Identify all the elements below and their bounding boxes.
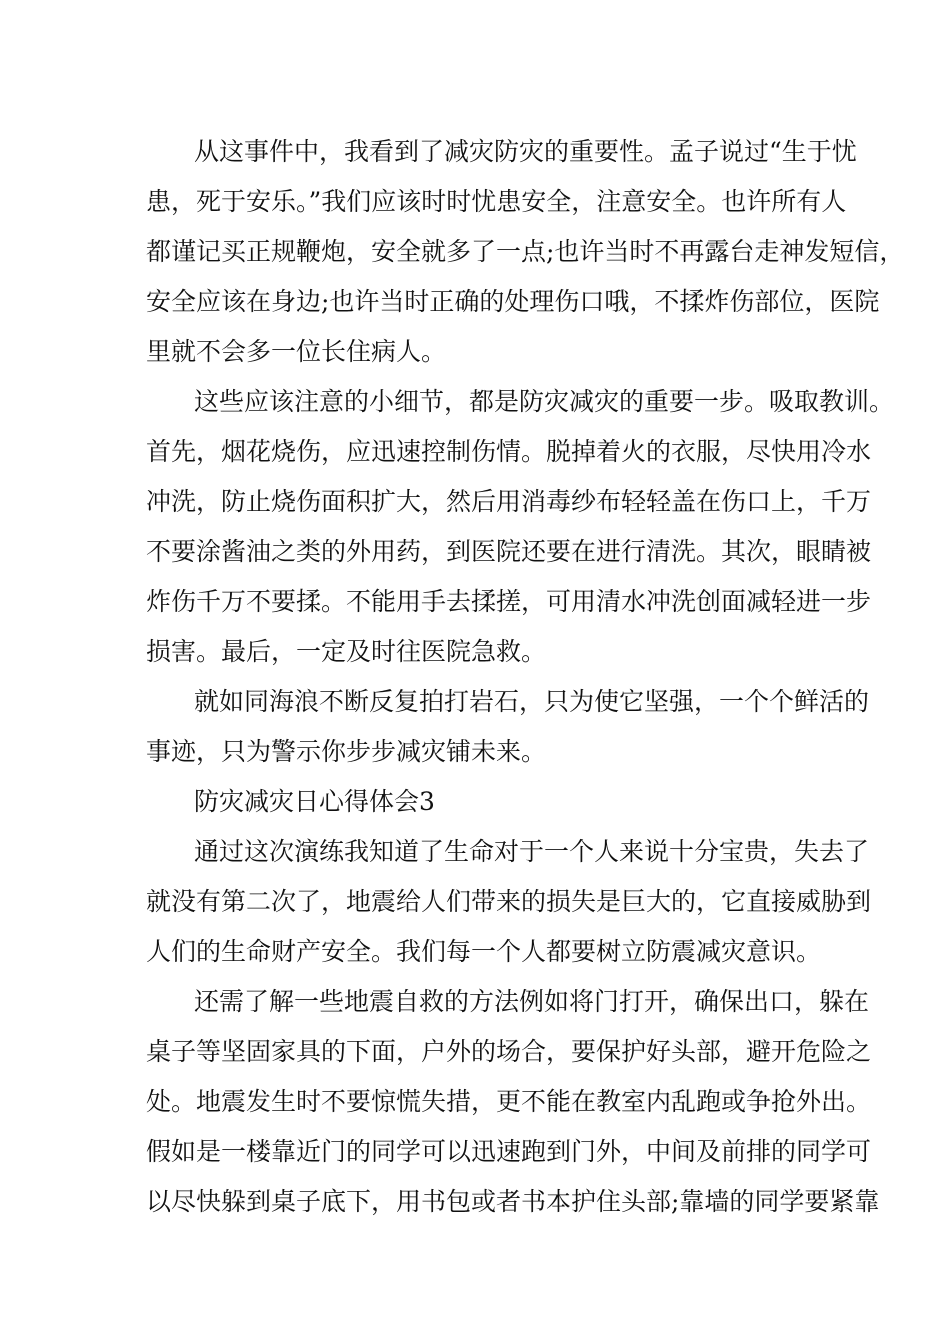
paragraph-line: 这些应该注意的小细节，都是防灾减灾的重要一步。吸取教训。	[194, 387, 895, 416]
paragraph-line: 桌子等坚固家具的下面，户外的场合，要保护好头部，避开危险之	[146, 1037, 872, 1066]
paragraph-line: 人们的生命财产安全。我们每一个人都要树立防震减灾意识。	[146, 937, 822, 966]
paragraph-line: 还需了解一些地震自救的方法例如将门打开，确保出口，躲在	[194, 987, 870, 1016]
paragraph-line: 不要涂酱油之类的外用药，到医院还要在进行清洗。其次，眼睛被	[146, 537, 872, 566]
paragraph-line: 患，死于安乐。”我们应该时时忧患安全，注意安全。也许所有人	[146, 187, 847, 216]
paragraph-line: 以尽快躲到桌子底下，用书包或者书本护住头部;靠墙的同学要紧靠	[146, 1187, 880, 1216]
paragraph-line: 假如是一楼靠近门的同学可以迅速跑到门外，中间及前排的同学可	[146, 1137, 872, 1166]
paragraph-line: 首先，烟花烧伤，应迅速控制伤情。脱掉着火的衣服，尽快用冷水	[146, 437, 872, 466]
paragraph-line: 都谨记买正规鞭炮，安全就多了一点;也许当时不再露台走神发短信，	[146, 237, 905, 266]
paragraph-line: 里就不会多一位长住病人。	[146, 337, 447, 366]
paragraph-line: 事迹，只为警示你步步减灾铺未来。	[146, 737, 547, 766]
paragraph-line: 炸伤千万不要揉。不能用手去揉搓，可用清水冲洗创面减轻进一步	[146, 587, 872, 616]
paragraph-line: 处。地震发生时不要惊慌失措，更不能在教室内乱跑或争抢外出。	[146, 1087, 872, 1116]
paragraph-line: 就没有第二次了，地震给人们带来的损失是巨大的，它直接威胁到	[146, 887, 872, 916]
paragraph-line: 冲洗，防止烧伤面积扩大，然后用消毒纱布轻轻盖在伤口上，千万	[146, 487, 872, 516]
paragraph-line: 从这事件中，我看到了减灾防灾的重要性。孟子说过“生于忧	[194, 137, 857, 166]
paragraph-line: 损害。最后，一定及时往医院急救。	[146, 637, 547, 666]
section-heading: 防灾减灾日心得体会3	[194, 787, 435, 816]
paragraph-line: 通过这次演练我知道了生命对于一个人来说十分宝贵，失去了	[194, 837, 870, 866]
paragraph-line: 安全应该在身边;也许当时正确的处理伤口哦，不揉炸伤部位，医院	[146, 287, 880, 316]
paragraph-line: 就如同海浪不断反复拍打岩石，只为使它坚强，一个个鲜活的	[194, 687, 870, 716]
